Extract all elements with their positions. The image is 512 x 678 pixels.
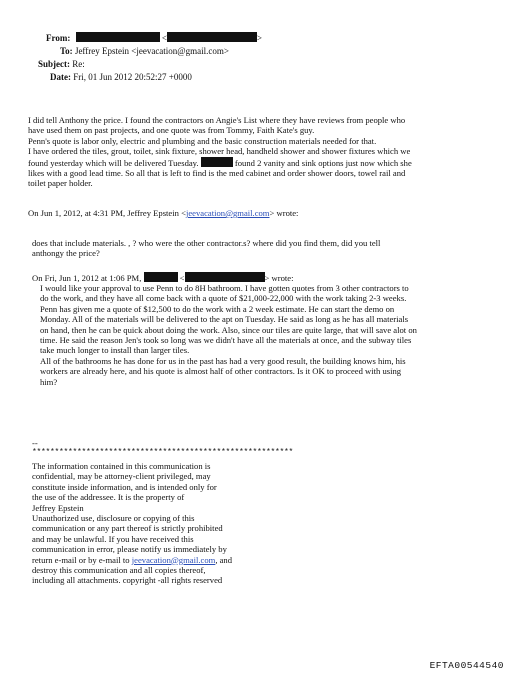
date-row bbox=[50, 71, 192, 84]
subject-label: Subject: bbox=[38, 59, 70, 69]
text-segment: On Jun 1, 2012, at 4:31 PM, Jeffrey Epstein < bbox=[28, 208, 186, 218]
to-label: To: bbox=[60, 46, 73, 56]
text-segment: On Fri, Jun 1, 2012 at 1:06 PM, bbox=[32, 273, 142, 283]
redaction-bar bbox=[185, 272, 265, 282]
text-line: I would like your approval to use Penn to do 8H bathroom. I have gotten quotes from 3 other contractors to bbox=[40, 283, 409, 293]
redaction-bar bbox=[76, 32, 160, 42]
text-line: constitute inside information, and is intended only for bbox=[32, 481, 217, 492]
text-line: toilet paper holder. bbox=[28, 178, 93, 189]
text-line: confidential, may be attorney-client privileged, may bbox=[32, 471, 211, 482]
text-line: communication in error, please notify us immediately by bbox=[32, 544, 227, 555]
text-line bbox=[28, 157, 412, 168]
text-line: I did tell Anthony the price. I found the contractors on Angie's List where they have reviews from people who bbox=[28, 115, 406, 125]
text-line: The information contained in this communication is bbox=[32, 461, 211, 471]
quoted-message-1 bbox=[32, 238, 380, 259]
text-segment: > wrote: bbox=[269, 208, 299, 218]
subject-row bbox=[38, 58, 85, 71]
subject-value: Re: bbox=[72, 59, 85, 69]
from-row bbox=[46, 32, 262, 45]
signature-dash: -- bbox=[32, 438, 38, 448]
text-line bbox=[32, 555, 232, 565]
text-segment: found 2 vanity and sink options just now which she bbox=[234, 157, 412, 168]
quote-attribution-2 bbox=[32, 272, 293, 283]
text-segment: > wrote: bbox=[264, 273, 294, 283]
text-line: and may be unlawful. If you have received this bbox=[32, 533, 194, 544]
from-label: From: bbox=[46, 33, 71, 43]
text-line: Penn's quote is labor only, electric and plumbing and the basic construction materials needed for that. bbox=[28, 135, 377, 146]
from-gt: > bbox=[256, 33, 262, 43]
text-line: time. He said the reason Jen's took so long was we didn't have all the materials at once, and the subway tiles bbox=[40, 335, 412, 346]
text-line: the use of the addressee. It is the property of bbox=[32, 492, 185, 503]
email-link[interactable]: jeevacation@gmail.com bbox=[131, 554, 216, 565]
quote-attribution-1 bbox=[28, 208, 298, 218]
text-line: destroy this communication and all copies thereof, bbox=[32, 565, 206, 576]
date-label: Date: bbox=[50, 72, 71, 82]
text-segment: < bbox=[179, 273, 185, 283]
text-line: Penn has given me a quote of $12,500 to do the work with a 2 week estimate. He can start the demo on bbox=[40, 303, 395, 314]
from-lt: < bbox=[161, 33, 167, 43]
text-line: likes with a good lead time. So all that is left to find is the med cabinet and order shower doors, towel rail and bbox=[28, 168, 406, 179]
quoted-message-2 bbox=[40, 283, 417, 387]
signature-divider: ********************************************************** bbox=[32, 448, 294, 457]
text-segment: , and bbox=[215, 554, 233, 565]
text-segment: return e-mail or by e-mail to bbox=[32, 554, 132, 565]
email-link[interactable]: jeevacation@gmail.com bbox=[185, 208, 270, 218]
text-line: All of the bathrooms he has done for us in the past has had a very good result, the building knows him, his bbox=[40, 355, 406, 366]
redaction-bar bbox=[144, 272, 178, 282]
text-line: including all attachments. copyright -all rights reserved bbox=[32, 575, 223, 586]
redaction-bar bbox=[167, 32, 257, 42]
confidentiality-notice bbox=[32, 461, 232, 586]
text-line: him? bbox=[40, 376, 58, 387]
text-line: anthongy the price? bbox=[32, 248, 100, 259]
text-line: communication or any part thereof is strictly prohibited bbox=[32, 523, 223, 534]
text-line: take much longer to install than larger tiles. bbox=[40, 345, 190, 356]
text-line: Unauthorized use, disclosure or copying of this bbox=[32, 513, 195, 524]
document-id: EFTA00544540 bbox=[429, 660, 504, 671]
text-line: have used them on past projects, and one quote was from Tommy, Faith Kate's guy. bbox=[28, 125, 315, 136]
date-value: Fri, 01 Jun 2012 20:52:27 +0000 bbox=[73, 72, 192, 82]
text-segment: found yesterday which will be delivered Tuesday. bbox=[28, 157, 199, 168]
text-line: on hand, then he can be quick about doing the work. Also, since our tiles are quite large, that will save alot on bbox=[40, 324, 417, 335]
text-line: Jeffrey Epstein bbox=[32, 502, 84, 513]
to-value: Jeffrey Epstein <jeevacation@gmail.com> bbox=[74, 46, 229, 56]
text-line: do the work, and they have all come back with a quote of $21,000-22,000 with the work taking 2-3 weeks. bbox=[40, 293, 407, 304]
text-line: does that include materials. , ? who were the other contractor.s? where did you find them, did you tell bbox=[32, 238, 381, 248]
redaction-bar bbox=[201, 157, 233, 167]
text-line: I have ordered the tiles, grout, toilet, sink fixture, shower head, handheld shower and shower fixtures which we bbox=[28, 146, 411, 157]
to-row bbox=[60, 45, 229, 58]
text-line: Monday. All of the materials will be delivered to the apt on Tuesday. He said as long as he has all materials bbox=[40, 314, 409, 325]
text-line: workers are already here, and his quote is almost half of other contractors. Is it OK to proceed with using bbox=[40, 366, 402, 377]
reply-body bbox=[28, 115, 412, 189]
